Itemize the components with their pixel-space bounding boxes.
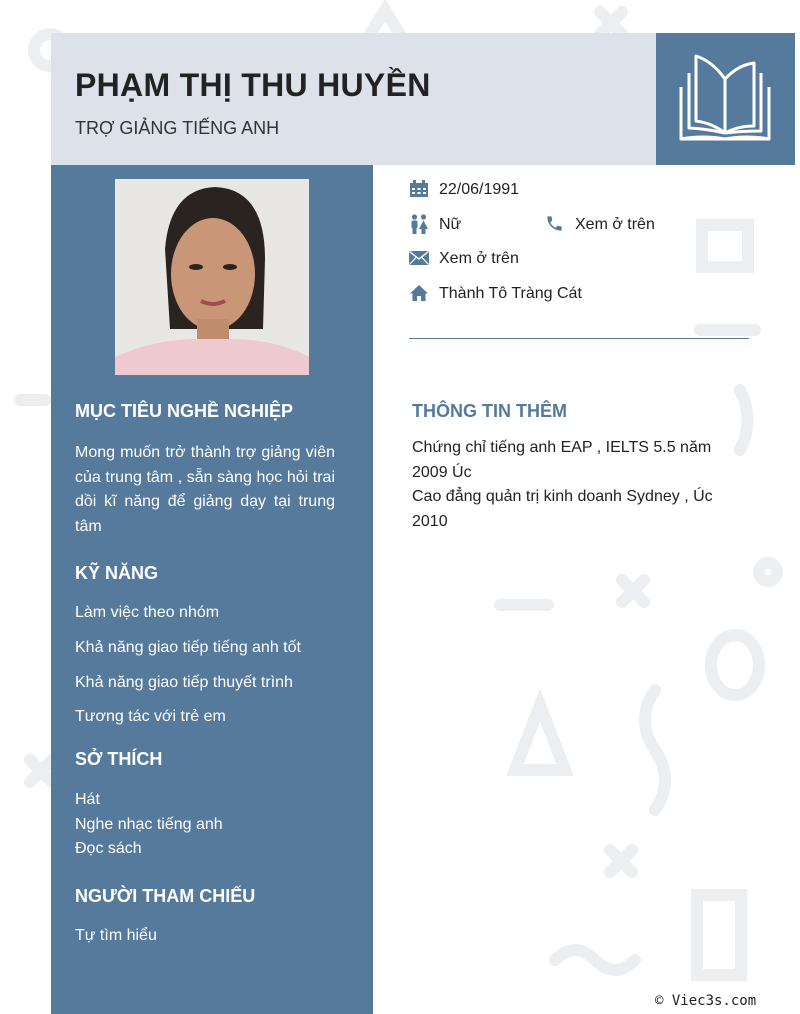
phone-icon (545, 214, 564, 233)
watermark: © Viec3s.com (655, 993, 757, 1009)
extra-info-item: Chứng chỉ tiếng anh EAP , IELTS 5.5 năm 2009 Úc (412, 439, 712, 481)
reference-text: Tự tìm hiểu (75, 927, 157, 944)
skill-item: Làm việc theo nhóm (75, 604, 220, 621)
skills-heading: KỸ NĂNG (75, 563, 159, 583)
home-icon (409, 284, 429, 302)
objective-heading: MỤC TIÊU NGHỀ NGHIỆP (75, 401, 294, 421)
section-divider (409, 338, 749, 339)
left-sidebar (51, 165, 373, 1014)
hobby-item: Đọc sách (75, 840, 142, 857)
open-book-icon (678, 51, 773, 143)
extra-info-heading: THÔNG TIN THÊM (412, 401, 567, 421)
address-value: Thành Tô Tràng Cát (439, 285, 582, 302)
objective-text: Mong muốn trở thành trợ giảng viên của trung tâm , sẵn sàng học hỏi trai dồi kĩ năng để giảng dạy tại trung tâm (75, 444, 335, 535)
calendar-icon (409, 180, 429, 198)
extra-info-item: Cao đẳng quản trị kinh doanh Sydney , Úc 2010 (412, 488, 713, 530)
phone-value: Xem ở trên (575, 216, 655, 233)
gender-icon (410, 214, 428, 234)
skill-item: Tương tác với trẻ em (75, 708, 226, 725)
hobbies-heading: SỞ THÍCH (75, 749, 163, 769)
email-icon (409, 251, 429, 265)
hobby-item: Hát (75, 791, 100, 808)
skill-item: Khả năng giao tiếp thuyết trình (75, 674, 293, 691)
gender-value: Nữ (439, 216, 462, 233)
hobby-item: Nghe nhạc tiếng anh (75, 816, 223, 833)
email-value: Xem ở trên (439, 250, 519, 267)
header-banner (51, 33, 656, 165)
job-position: TRỢ GIẢNG TIẾNG ANH (75, 118, 280, 138)
birthday-value: 22/06/1991 (439, 181, 520, 198)
skill-item: Khả năng giao tiếp tiếng anh tốt (75, 639, 301, 656)
profile-photo (115, 179, 309, 375)
header-icon-box (656, 33, 795, 165)
candidate-name: PHẠM THỊ THU HUYỀN (75, 67, 431, 103)
reference-heading: NGƯỜI THAM CHIẾU (75, 886, 256, 906)
